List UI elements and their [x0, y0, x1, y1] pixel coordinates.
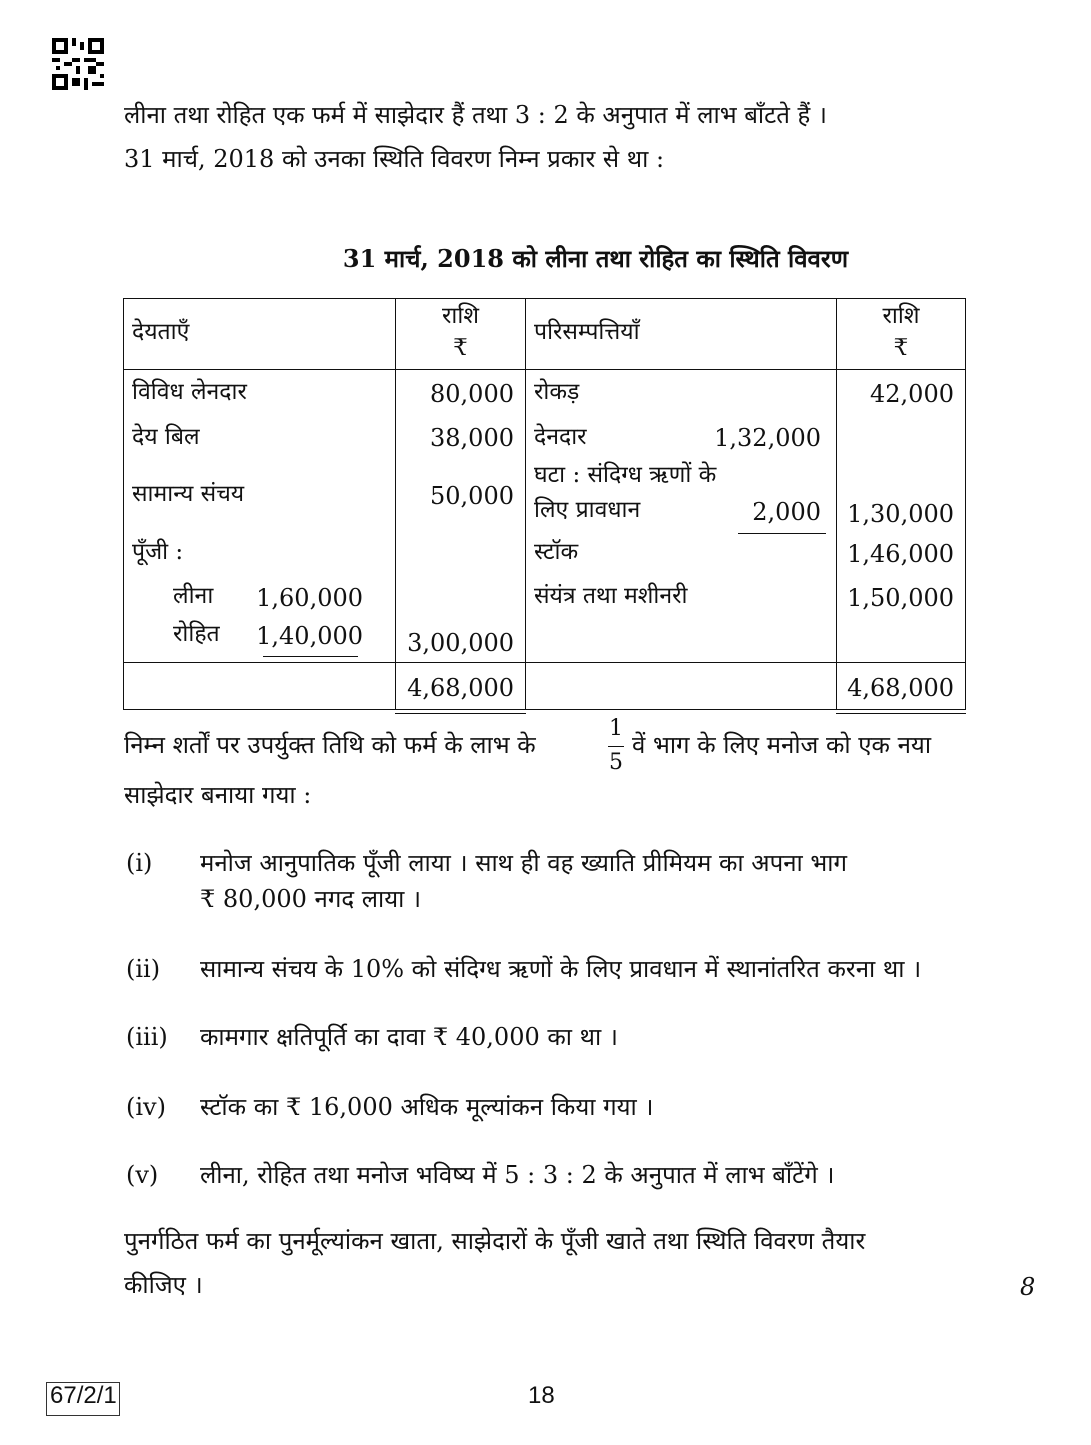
- leena-capital: 1,60,000: [256, 584, 363, 612]
- instruction-line-2: कीजिए ।: [124, 1271, 203, 1299]
- creditors-amount: 80,000: [430, 380, 514, 408]
- bills-payable-label: देय बिल: [132, 424, 200, 450]
- header-currency: ₹: [453, 335, 468, 361]
- admission-line-1b: वें भाग के लिए मनोज को एक नया: [632, 731, 932, 759]
- balance-sheet-table: [123, 298, 966, 710]
- provision-amount: 2,000: [752, 498, 821, 526]
- instruction-line-1: पुनर्गठित फर्म का पुनर्मूल्यांकन खाता, साझेदारों के पूँजी खाते तथा स्थिति विवरण तैयार: [124, 1227, 866, 1255]
- fraction-bar: [608, 746, 624, 747]
- general-reserve-label: सामान्य संचय: [132, 481, 245, 507]
- cash-amount: 42,000: [870, 380, 954, 408]
- debtors-label: देनदार: [534, 424, 587, 450]
- table-title: 31 मार्च, 2018 को लीना तथा रोहित का स्थिति विवरण: [342, 244, 849, 273]
- provision-line-1: घटा : संदिग्ध ऋणों के: [534, 462, 717, 488]
- leena-label: लीना: [173, 583, 214, 609]
- stock-label: स्टॉक: [534, 539, 579, 565]
- condition-number: (iv): [126, 1093, 166, 1121]
- debtors-amount: 1,32,000: [714, 424, 821, 452]
- capital-label: पूँजी :: [132, 539, 184, 565]
- provision-line-2: लिए प्रावधान: [534, 497, 641, 523]
- page-number: 18: [528, 1382, 555, 1409]
- marks: 8: [1020, 1273, 1036, 1301]
- admission-line-1a: निम्न शर्तों पर उपर्युक्त तिथि को फर्म के लाभ के: [124, 731, 536, 759]
- condition-number: (iii): [126, 1023, 168, 1051]
- plant-label: संयंत्र तथा मशीनरी: [534, 583, 688, 609]
- header-amount-word-2: राशि: [882, 303, 920, 329]
- header-liabilities: देयताएँ: [132, 319, 190, 345]
- admission-line-2: साझेदार बनाया गया :: [124, 781, 312, 809]
- header-amount-word: राशि: [442, 303, 479, 329]
- plant-amount: 1,50,000: [847, 584, 954, 612]
- debtors-net-amount: 1,30,000: [847, 500, 954, 528]
- condition-text: मनोज आनुपातिक पूँजी लाया । साथ ही वह ख्याति प्रीमियम का अपना भाग: [200, 849, 848, 877]
- condition-text: लीना, रोहित तथा मनोज भविष्य में 5 : 3 : 2 के अनुपात में लाभ बाँटेंगे ।: [200, 1161, 835, 1189]
- rohit-capital: 1,40,000: [256, 622, 363, 650]
- intro-line-2: 31 मार्च, 2018 को उनका स्थिति विवरण निम्न प्रकार से था :: [124, 145, 665, 173]
- creditors-label: विविध लेनदार: [132, 379, 247, 405]
- liabilities-total: 4,68,000: [407, 674, 514, 702]
- condition-text-cont: ₹ 80,000 नगद लाया ।: [200, 885, 422, 913]
- intro-line-1: लीना तथा रोहित एक फर्म में साझेदार हैं तथा 3 : 2 के अनुपात में लाभ बाँटते हैं ।: [124, 101, 827, 129]
- paper-code: 67/2/1: [50, 1382, 117, 1409]
- header-assets: परिसम्पत्तियाँ: [534, 319, 640, 345]
- bills-payable-amount: 38,000: [430, 424, 514, 452]
- fraction-denominator: 5: [609, 750, 623, 775]
- header-currency-2: ₹: [893, 335, 909, 361]
- condition-number: (i): [126, 849, 153, 877]
- condition-number: (v): [126, 1161, 159, 1189]
- general-reserve-amount: 50,000: [430, 482, 514, 510]
- condition-text: कामगार क्षतिपूर्ति का दावा ₹ 40,000 का था ।: [200, 1023, 618, 1051]
- cash-label: रोकड़: [534, 379, 580, 405]
- condition-text: स्टॉक का ₹ 16,000 अधिक मूल्यांकन किया गया ।: [200, 1093, 654, 1121]
- capital-total: 3,00,000: [407, 629, 514, 657]
- condition-number: (ii): [126, 955, 161, 983]
- rohit-label: रोहित: [173, 621, 220, 647]
- fraction-numerator: 1: [609, 716, 623, 741]
- stock-amount: 1,46,000: [847, 540, 954, 568]
- condition-text: सामान्य संचय के 10% को संदिग्ध ऋणों के लिए प्रावधान में स्थानांतरित करना था ।: [200, 955, 922, 983]
- qr-code: [52, 38, 104, 90]
- assets-total: 4,68,000: [847, 674, 954, 702]
